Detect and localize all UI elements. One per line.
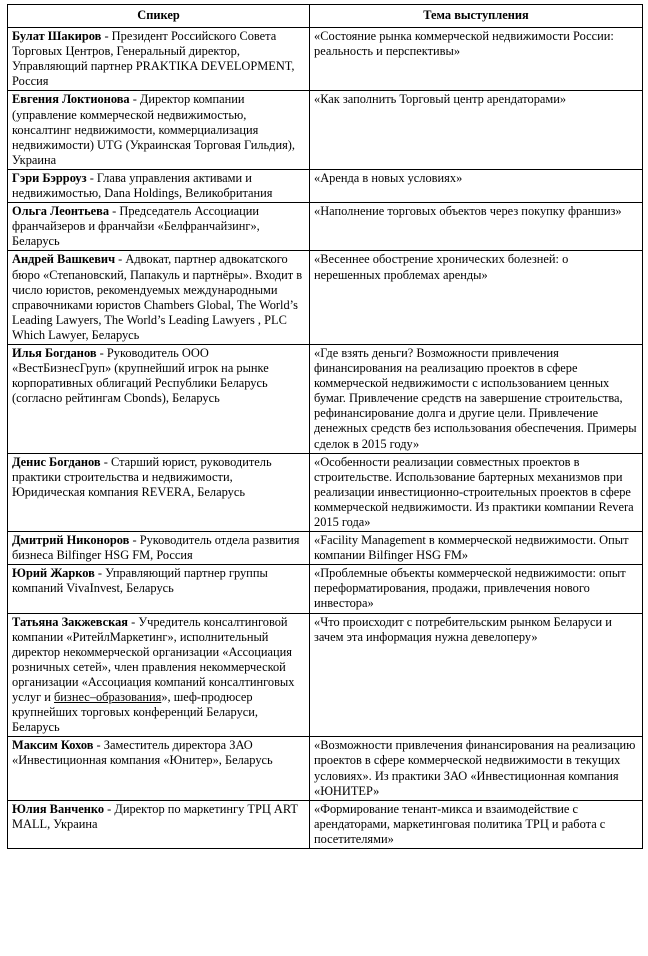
speaker-role: Адвокат, партнер адвокатского бюро «Степановский, Папакуль и партнёры». Входит в число юристов, рекомендуемых международными справочниками юристов Chambers Global, The World’s Leading Lawyers, The World’s Leading Lawyers , PLC Which Lawyer, Беларусь (12, 252, 303, 342)
speaker-role: Директор по маркетингу ТРЦ ART MALL, Украина (12, 801, 298, 831)
table-row (8, 203, 643, 251)
speaker-name: Татьяна Закжевская (12, 614, 128, 629)
speaker-role: Директор компании (управление коммерческой недвижимостью, консалтинг недвижимости, коммерциализация недвижимости) UTG (Украинская Торговая Гильдия), Украина (12, 92, 296, 167)
table-row (8, 28, 643, 91)
speaker-name: Евгения Локтионова (12, 92, 130, 107)
speaker-name: Юлия Ванченко (12, 801, 105, 816)
speaker-role: Старший юрист, руководитель практики строительства и недвижимости, Юридическая компания REVERA, Беларусь (12, 454, 272, 499)
speaker-cell (8, 28, 310, 91)
speaker-cell (8, 532, 310, 565)
speaker-name: Андрей Вашкевич (12, 252, 116, 267)
speaker-separator: - (129, 533, 140, 548)
speaker-name: Максим Кохов (12, 738, 94, 753)
speaker-name: Гэри Бэрроуз (12, 170, 87, 185)
speaker-role: Президент Российского Совета Торговых Центров, Генеральный директор, Управляющий партнер PRAKTIKA DEVELOPMENT, Россия (12, 29, 295, 89)
speaker-separator: - (100, 454, 111, 469)
header-speaker: Спикер (8, 5, 310, 28)
speaker-separator: - (93, 738, 104, 753)
speaker-cell (8, 453, 310, 531)
topic-cell: «Что происходит с потребительским рынком Беларуси и зачем эта информация нужна девелоперу» (310, 613, 643, 737)
speaker-cell (8, 613, 310, 737)
table-row (8, 344, 643, 453)
topic-cell: «Проблемные объекты коммерческой недвижимости: опыт переформатирования, продажи, привлечения нового инвестора» (310, 565, 643, 613)
speaker-cell (8, 800, 310, 848)
topic-cell: «Весеннее обострение хронических болезней: о нерешенных проблемах аренды» (310, 251, 643, 345)
speaker-separator: - (86, 170, 97, 185)
speaker-role: Руководитель отдела развития бизнеса Bilfinger HSG FM, Россия (12, 533, 300, 563)
table-row (8, 800, 643, 848)
speaker-role: Глава управления активами и недвижимостью, Dana Holdings, Великобритания (12, 170, 273, 201)
speaker-name: Ольга Леонтьева (12, 204, 110, 219)
topic-cell: «Состояние рынка коммерческой недвижимости России: реальность и перспективы» (310, 28, 643, 91)
speaker-separator: - (109, 204, 120, 219)
speaker-separator: - (115, 252, 126, 267)
header-row (8, 5, 643, 28)
speaker-separator: - (96, 345, 107, 360)
topic-cell: «Где взять деньги? Возможности привлечения финансирования на реализацию проектов в сфере коммерческой недвижимости с использованием ценных бумаг. Привлечение средств на завершение строительства, рефинансирование долга и другие цели. Привлечение денежных средств без использования обеспечения. Примеры сделок в 2015 году» (310, 344, 643, 453)
table-row (8, 565, 643, 613)
speaker-cell (8, 169, 310, 202)
speaker-name: Дмитрий Никоноров (12, 533, 130, 548)
topic-cell: «Аренда в новых условиях» (310, 169, 643, 202)
table-row (8, 532, 643, 565)
speaker-name: Денис Богданов (12, 454, 101, 469)
topic-cell: «Facility Management в коммерческой недвижимости. Опыт компании Bilfinger HSG FM» (310, 532, 643, 565)
speaker-cell (8, 91, 310, 169)
speaker-role: Заместитель директора ЗАО «Инвестиционная компания «Юнитер», Беларусь (12, 738, 273, 768)
topic-cell: «Как заполнить Торговый центр арендаторами» (310, 91, 643, 169)
speaker-role: Учредитель консалтинговой компании «РитейлМаркетинг», исполнительный директор некоммерческой организации «Ассоциация розничных сетей», член правления некоммерческой организации «Ассоциация компаний консалтинговых услуг и (12, 614, 295, 705)
speaker-name: Булат Шакиров (12, 29, 102, 44)
speaker-name: Илья Богданов (12, 345, 97, 360)
speakers-table (7, 4, 643, 849)
speaker-separator: - (101, 29, 112, 44)
speaker-role-underlined: бизнес–образования (53, 690, 162, 705)
table-row (8, 169, 643, 202)
header-topic: Тема выступления (310, 5, 643, 28)
table-row (8, 453, 643, 531)
speaker-name: Юрий Жарков (12, 566, 95, 581)
topic-cell: «Особенности реализации совместных проектов в строительстве. Использование бартерных механизмов при реализации инвестиционно-строительных проектов в сфере коммерческой недвижимости. Из практики компании Revera 2015 года» (310, 453, 643, 531)
speaker-separator: - (104, 801, 115, 816)
table-row (8, 737, 643, 800)
topic-cell: «Наполнение торговых объектов через покупку франшиз» (310, 203, 643, 251)
speaker-cell (8, 203, 310, 251)
speaker-cell (8, 565, 310, 613)
speaker-cell (8, 737, 310, 800)
speaker-role: », шеф-продюсер крупнейших торговых конференций Беларуси, Беларусь (12, 690, 258, 735)
speaker-role: Управляющий партнер группы компаний VivaInvest, Беларусь (12, 566, 268, 596)
speaker-separator: - (129, 92, 140, 107)
topic-cell: «Возможности привлечения финансирования на реализацию проектов в сфере коммерческой недвижимости в текущих условиях». Из практики ЗАО «Инвестиционная компания «ЮНИТЕР» (310, 737, 643, 800)
speaker-role: Руководитель ООО «ВестБизнесГруп» (крупнейший игрок на рынке корпоративных облигаций Республики Беларусь (согласно рейтингам Cbonds), Беларусь (12, 345, 269, 406)
speaker-cell (8, 251, 310, 345)
speaker-separator: - (128, 614, 139, 629)
table-row (8, 91, 643, 169)
speaker-separator: - (94, 566, 106, 581)
table-row (8, 251, 643, 345)
speaker-role: Председатель Ассоциации франчайзеров и франчайзи «Белфранчайзинг», Беларусь (12, 204, 260, 249)
table-row (8, 613, 643, 737)
speaker-cell (8, 344, 310, 453)
topic-cell: «Формирование тенант-микса и взаимодействие с арендаторами, маркетинговая политика ТРЦ и работа с посетителями» (310, 800, 643, 848)
